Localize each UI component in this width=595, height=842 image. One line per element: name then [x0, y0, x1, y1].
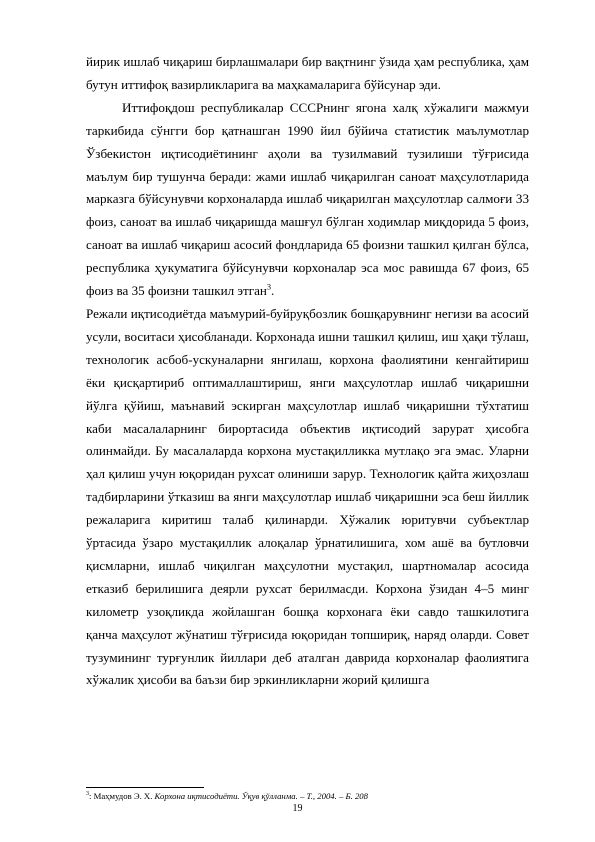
footnote-separator — [86, 787, 204, 788]
paragraph-statistics-text: Иттифоқдош республикалар СССРнинг ягона халқ хўжалиги мажмуи таркибида сўнгги бор қатнашган 1990 йил бўйича статистик маълумотлар Ўзбекистон иқтисодиётининг аҳоли ва тузилмавий тузилиши тўғрисида маълум бир тушунча беради: жами ишлаб чиқарилган саноат маҳсулотларида марказга бўйсунувчи корхоналарда ишлаб чиқарилган маҳсулотлар салмоғи 33 фоиз, саноат ва ишлаб чиқаришда машғул бўлган ходимлар миқдорида 5 фоиз, саноат ва ишлаб чиқариш асосий фондларида 65 фоизни ташкил қилган бўлса, республика ҳукуматига бўйсунувчи корхоналар эса мос равишда 67 фоиз, 65 фоиз ва 35 фоизни ташкил этган — [86, 99, 529, 299]
footnote-separator-char: : — [89, 791, 92, 801]
footnote-reference: 3 — [266, 282, 271, 292]
footnote-source-title: Корхона иқтисодиёти. Ўқув қўлланма. – Т., 2004. – Б. 208 — [154, 791, 368, 801]
body-text — [86, 51, 529, 692]
paragraph-planned-economy: Режали иқтисодиётда маъмурий-буйруқбозлик бошқарувнинг негизи ва асосий усули, воситаси ҳисобланади. Корхонада ишни ташкил қилиш, иш ҳақи тўлаш, технологик асбоб-ускуналарни янгилаш, корхона фаолиятини кенгайтириш ёки қисқартириб оптималлаштириш, янги маҳсулотлар ишлаб чиқаришни йўлга қўйиш, маънавий эскирган маҳсулотлар ишлаб чиқаришни тўхтатиш каби масалаларнинг бирортасида объектив иқтисодий зарурат ҳисобга олинмайди. Бу масалаларда корхона мустақилликка мутлақо эга эмас. Уларни ҳал қилиш учун юқоридан рухсат олиниши зарур. Технологик қайта жиҳозлаш тадбирларини ўтказиш ва янги маҳсулотлар ишлаб чиқаришни эса беш йиллик режаларига киритиш талаб қилинарди. Хўжалик юритувчи субъектлар ўртасида ўзаро мустақиллик алоқалар ўрнатилишига, хом ашё ва бутловчи қисмларни, ишлаб чиқилган маҳсулотни мустақил, шартномалар асосида етказиб берилишига деярли рухсат берилмасди. Корхона ўзидан 4–5 минг километр узоқликда жойлашган бошқа корхонага ёки савдо ташкилотига қанча маҳсулот жўнатиш тўғрисида юқоридан топшириқ, наряд оларди. Совет тузумининг турғунлик йиллари деб аталган даврида корхоналар фаолиятига хўжалик ҳисоби ва баъзи бир эркинликларни жорий қилишга — [86, 305, 529, 688]
footnote-number: 3 — [86, 791, 89, 798]
footnote-reference-period: . — [270, 283, 275, 299]
footnote-author: Маҳмудов Э. Х. — [91, 791, 155, 801]
paragraph-statistics — [86, 97, 529, 303]
paragraph-continued: йирик ишлаб чиқариш бирлашмалари бир вақтнинг ўзида ҳам республика, ҳам бутун иттифоқ вазирликларига ва маҳкамаларига бўйсунар эди. — [86, 54, 529, 92]
page-number: 19 — [292, 803, 303, 814]
footnote — [86, 791, 536, 802]
